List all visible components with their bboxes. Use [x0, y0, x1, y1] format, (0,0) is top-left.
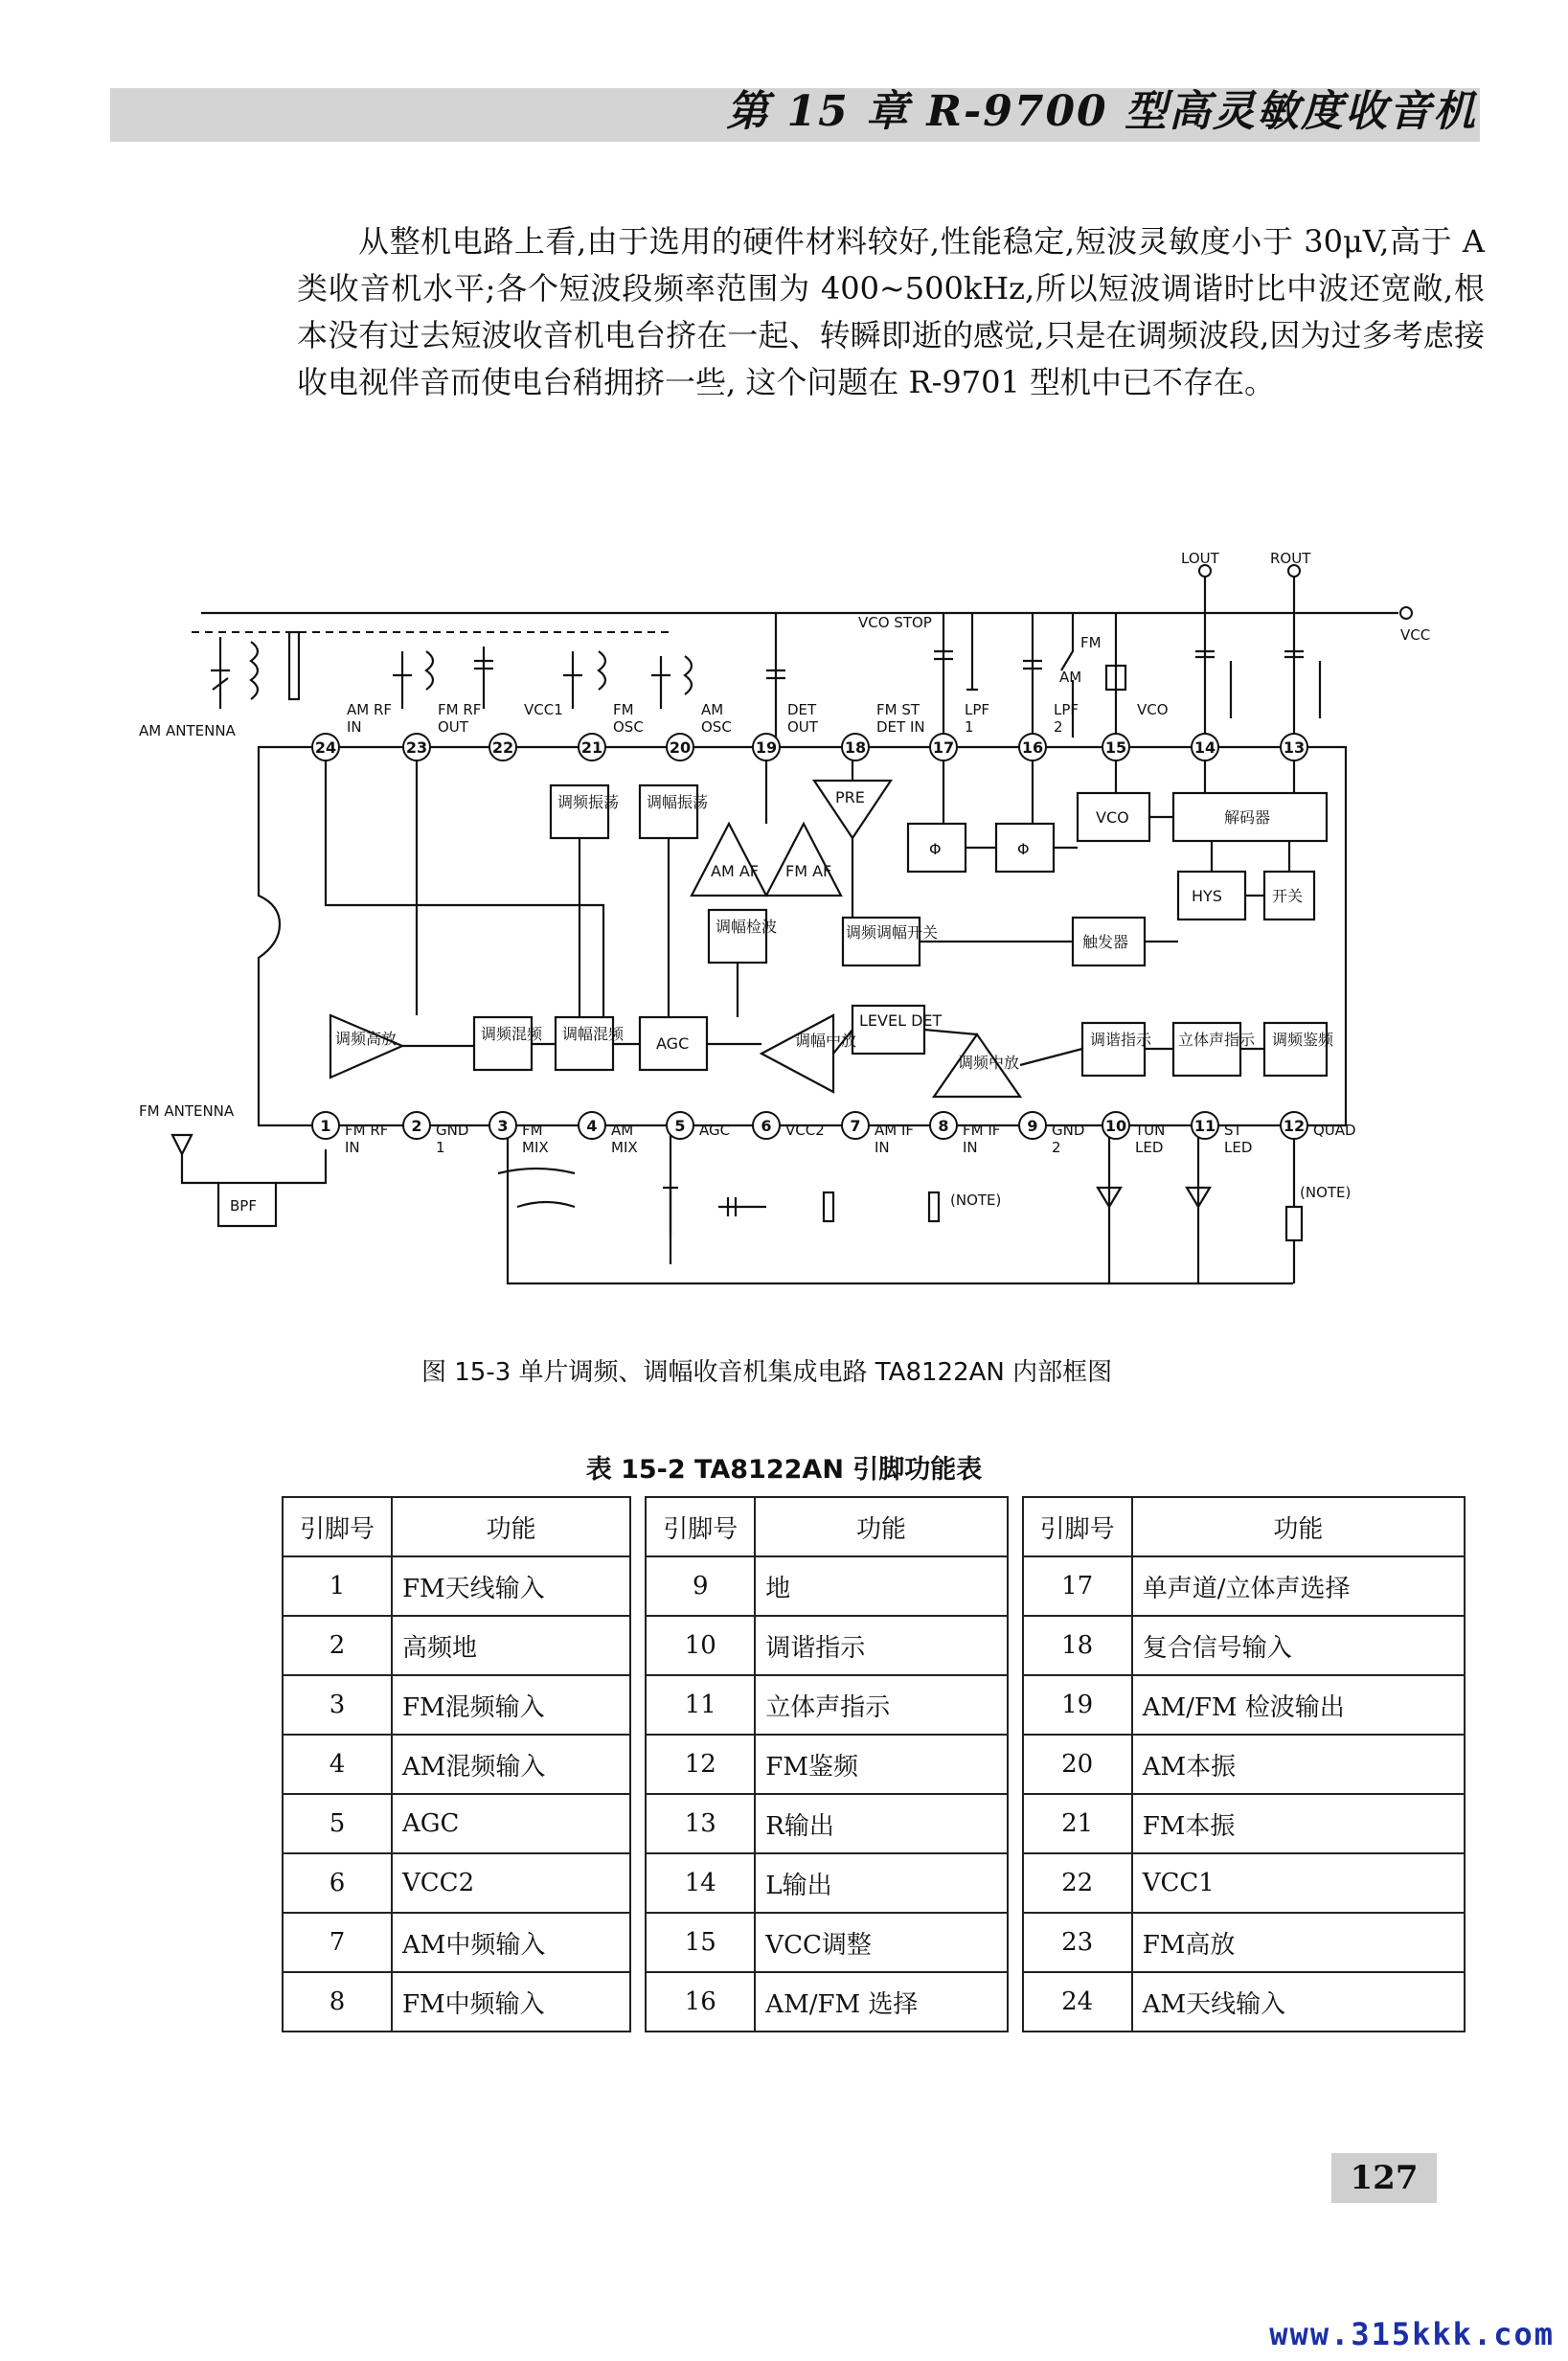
pin-function-cell: AM天线输入	[1132, 1972, 1465, 2032]
table-row	[283, 1675, 1465, 1735]
top-pin-row	[312, 701, 1307, 761]
bottom-pin-label: FM IF IN	[963, 1122, 1001, 1156]
block-fm-af	[766, 824, 841, 896]
bottom-pin-number: 8	[938, 1117, 949, 1135]
block-switch-label: 开关	[1272, 887, 1304, 905]
top-pin-number: 20	[669, 738, 692, 757]
pin-number-cell: 3	[283, 1675, 392, 1735]
block-am-mixer-label: 调幅混频	[562, 1025, 625, 1043]
top-pin-label: LPF 1	[965, 701, 990, 736]
pin-function-cell: 单声道/立体声选择	[1132, 1556, 1465, 1616]
col-pin-header: 引脚号	[1023, 1497, 1132, 1556]
pin-function-cell: FM天线输入	[392, 1556, 630, 1616]
pin-function-cell: AGC	[392, 1794, 630, 1853]
pin-number-cell: 23	[1023, 1913, 1132, 1972]
column-gap	[630, 1972, 646, 2032]
bottom-pin-number: 1	[320, 1117, 331, 1135]
col-func-header: 功能	[1132, 1497, 1465, 1556]
col-pin-header: 引脚号	[283, 1497, 392, 1556]
bottom-pin-label: AM IF IN	[875, 1122, 915, 1156]
block-am-if-label: 调幅中放	[795, 1032, 857, 1050]
top-pin-number: 23	[405, 738, 428, 757]
block-fm-osc-label: 调频振荡	[557, 793, 620, 811]
top-external-components	[211, 613, 1320, 738]
block-st-ind-label: 立体声指示	[1178, 1031, 1256, 1049]
pin-function-cell: 复合信号输入	[1132, 1616, 1465, 1675]
top-pin-number: 24	[314, 738, 337, 757]
block-tun-ind-label: 调谐指示	[1090, 1031, 1152, 1049]
column-gap	[630, 1616, 646, 1675]
col-func-header: 功能	[755, 1497, 1007, 1556]
bottom-pin-number: 6	[761, 1117, 772, 1135]
pin-number-cell: 22	[1023, 1853, 1132, 1913]
pin-number-cell: 18	[1023, 1616, 1132, 1675]
vcc-label: VCC	[1400, 626, 1431, 644]
top-pin-label: DET OUT	[787, 701, 818, 736]
top-pin-label: LPF 2	[1054, 701, 1079, 736]
table-row	[283, 1794, 1465, 1853]
column-gap	[1008, 1913, 1023, 1972]
vco-stop-label: VCO STOP	[858, 614, 932, 631]
block-fm-af-label: FM AF	[785, 862, 832, 880]
block-phi-2-label: Φ	[1017, 840, 1030, 858]
pin-function-cell: AM中频输入	[392, 1913, 630, 1972]
body-paragraph: 从整机电路上看,由于选用的硬件材料较好,性能稳定,短波灵敏度小于 30μV,高于 A 类收音机水平;各个短波段频率范围为 400~500kHz,所以短波调谐时比中波还宽敞,根本没有过去短波收音机电台挤在一起、转瞬即逝的感觉,只是在调频波段,因为过多考虑接收电视伴音而使电台稍拥挤一些, 这个问题在 R-9701 型机中已不存在。	[297, 223, 1485, 400]
pin-number-cell: 10	[646, 1616, 755, 1675]
pin-number-cell: 6	[283, 1853, 392, 1913]
am-switch-label: AM	[1059, 669, 1082, 686]
bottom-pin-label: FM RF IN	[345, 1122, 389, 1156]
top-pin-number: 13	[1283, 738, 1306, 757]
block-level-det-label: LEVEL DET	[859, 1011, 943, 1030]
pin-function-cell: VCC调整	[755, 1913, 1007, 1972]
table-row	[283, 1913, 1465, 1972]
top-pin-number: 22	[491, 738, 514, 757]
pin-number-cell: 16	[646, 1972, 755, 2032]
block-fm-rf-amp-label: 调频高放	[335, 1030, 398, 1048]
vcc-terminal	[1400, 607, 1412, 619]
pin-number-cell: 7	[283, 1913, 392, 1972]
pin-function-cell: AM混频输入	[392, 1735, 630, 1794]
block-decoder-label: 解码器	[1224, 808, 1271, 827]
pin-function-cell: AM本振	[1132, 1735, 1465, 1794]
block-trigger-label: 触发器	[1082, 933, 1129, 951]
am-antenna-label: AM ANTENNA	[139, 722, 236, 739]
table-row	[283, 1616, 1465, 1675]
top-pin-number: 21	[580, 738, 603, 757]
pin-function-cell: R输出	[755, 1794, 1007, 1853]
pin-function-cell: FM混频输入	[392, 1675, 630, 1735]
pin-function-cell: 地	[755, 1556, 1007, 1616]
col-func-header: 功能	[392, 1497, 630, 1556]
chapter-title: 第 15 章 R-9700 型高灵敏度收音机	[726, 87, 1477, 136]
pin-number-cell: 9	[646, 1556, 755, 1616]
pin-function-cell: FM本振	[1132, 1794, 1465, 1853]
top-pin-label: AM OSC	[701, 701, 732, 736]
column-gap	[1008, 1735, 1023, 1794]
top-pin-label: VCC1	[524, 701, 563, 718]
pin-number-cell: 11	[646, 1675, 755, 1735]
fm-antenna-label: FM ANTENNA	[139, 1102, 235, 1120]
table-title: 表 15-2 TA8122AN 引脚功能表	[585, 1455, 983, 1485]
bottom-pin-number: 3	[497, 1117, 509, 1135]
pin-number-cell: 13	[646, 1794, 755, 1853]
column-gap	[630, 1735, 646, 1794]
pin-number-cell: 8	[283, 1972, 392, 2032]
note-label-2: (NOTE)	[1300, 1184, 1352, 1201]
column-gap	[630, 1913, 646, 1972]
internal-blocks	[330, 781, 1334, 1097]
table-row	[283, 1556, 1465, 1616]
column-gap	[1008, 1675, 1023, 1735]
pin-number-cell: 1	[283, 1556, 392, 1616]
pin-function-cell: 调谐指示	[755, 1616, 1007, 1675]
top-pin-label: FM RF OUT	[438, 701, 482, 736]
table-header-row	[283, 1497, 1465, 1556]
column-gap	[1008, 1556, 1023, 1616]
bottom-pin-number: 11	[1193, 1117, 1216, 1135]
bottom-pin-number: 10	[1104, 1117, 1127, 1135]
bottom-pin-label: TUN LED	[1135, 1122, 1166, 1156]
column-gap	[630, 1794, 646, 1853]
pin-number-cell: 24	[1023, 1972, 1132, 2032]
bpf-label: BPF	[230, 1197, 257, 1215]
column-gap	[630, 1675, 646, 1735]
top-pin-label: FM ST DET IN	[876, 701, 925, 736]
top-pin-label: VCO	[1137, 701, 1169, 718]
col-pin-header: 引脚号	[646, 1497, 755, 1556]
bottom-pin-number: 5	[674, 1117, 686, 1135]
bottom-pin-label: GND 1	[436, 1122, 469, 1156]
pin-number-cell: 17	[1023, 1556, 1132, 1616]
column-gap	[630, 1556, 646, 1616]
bottom-pin-number: 4	[586, 1117, 598, 1135]
top-pin-number: 15	[1104, 738, 1127, 757]
table-row	[283, 1972, 1465, 2032]
bottom-pin-label: ST LED	[1224, 1122, 1253, 1156]
pin-number-cell: 2	[283, 1616, 392, 1675]
block-agc-label: AGC	[656, 1034, 690, 1053]
pin-number-cell: 15	[646, 1913, 755, 1972]
figure-caption: 图 15-3 单片调频、调幅收音机集成电路 TA8122AN 内部框图	[421, 1358, 1113, 1387]
pin-function-cell: AM/FM 选择	[755, 1972, 1007, 2032]
pin-number-cell: 20	[1023, 1735, 1132, 1794]
top-pin-label: AM RF IN	[347, 701, 393, 736]
block-am-if	[761, 1015, 833, 1092]
bottom-pin-number: 2	[411, 1117, 422, 1135]
top-pin-number: 19	[755, 738, 778, 757]
column-gap	[1008, 1616, 1023, 1675]
pin-function-cell: L输出	[755, 1853, 1007, 1913]
pin-function-cell: AM/FM 检波输出	[1132, 1675, 1465, 1735]
bottom-pin-row	[312, 1112, 1356, 1156]
bottom-pin-label: QUAD	[1313, 1122, 1356, 1139]
note-label-1: (NOTE)	[950, 1192, 1002, 1209]
fm-switch-label: FM	[1080, 634, 1102, 651]
bottom-pin-number: 9	[1027, 1117, 1038, 1135]
bottom-pin-label: AGC	[699, 1122, 731, 1139]
pin-number-cell: 5	[283, 1794, 392, 1853]
column-gap	[1008, 1853, 1023, 1913]
column-gap	[1008, 1972, 1023, 2032]
pin-function-cell: 立体声指示	[755, 1675, 1007, 1735]
bottom-pin-label: AM MIX	[611, 1122, 638, 1156]
ic-outline	[259, 747, 1346, 1125]
pin-function-cell: VCC2	[392, 1853, 630, 1913]
pin-number-cell: 12	[646, 1735, 755, 1794]
pin-function-cell: FM鉴频	[755, 1735, 1007, 1794]
block-am-af-label: AM AF	[711, 862, 759, 880]
lout-label: LOUT	[1181, 550, 1219, 567]
page-number: 127	[1331, 2153, 1437, 2203]
block-fmam-switch-label: 调频调幅开关	[846, 923, 939, 942]
column-gap	[1008, 1794, 1023, 1853]
block-fm-if-label: 调频中放	[958, 1054, 1020, 1072]
block-am-det-label: 调幅检波	[716, 918, 778, 936]
pin-function-cell: VCC1	[1132, 1853, 1465, 1913]
table-row	[283, 1735, 1465, 1794]
pin-number-cell: 19	[1023, 1675, 1132, 1735]
rout-label: ROUT	[1270, 550, 1311, 567]
block-fm-disc-label: 调频鉴频	[1272, 1031, 1334, 1049]
block-am-af	[692, 824, 766, 896]
site-watermark: www.315kkk.com	[1269, 2316, 1555, 2352]
pin-number-cell: 4	[283, 1735, 392, 1794]
pin-function-table	[282, 1496, 1466, 2032]
block-pre-label: PRE	[835, 788, 865, 806]
pin-function-cell: FM中频输入	[392, 1972, 630, 2032]
pin-number-cell: 14	[646, 1853, 755, 1913]
block-am-osc-label: 调幅振荡	[647, 793, 709, 811]
bottom-pin-label: VCC2	[785, 1122, 825, 1139]
top-pin-label: FM OSC	[613, 701, 644, 736]
pin-function-cell: FM高放	[1132, 1913, 1465, 1972]
table-row	[283, 1853, 1465, 1913]
top-pin-number: 16	[1021, 738, 1044, 757]
top-pin-number: 18	[844, 738, 867, 757]
fm-antenna-icon	[172, 1135, 218, 1183]
column-gap	[630, 1497, 646, 1556]
bottom-pin-label: FM MIX	[522, 1122, 549, 1156]
block-vco-label: VCO	[1096, 808, 1129, 827]
block-phi-1-label: Φ	[929, 840, 942, 858]
block-hys-label: HYS	[1192, 887, 1222, 905]
pin-function-cell: 高频地	[392, 1616, 630, 1675]
pin-number-cell: 21	[1023, 1794, 1132, 1853]
block-fm-mixer-label: 调频混频	[481, 1025, 543, 1043]
bottom-pin-label: GND 2	[1052, 1122, 1085, 1156]
top-pin-number: 17	[932, 738, 955, 757]
column-gap	[630, 1853, 646, 1913]
column-gap	[1008, 1497, 1023, 1556]
top-pin-number: 14	[1193, 738, 1216, 757]
bottom-pin-number: 12	[1283, 1117, 1306, 1135]
bottom-pin-number: 7	[850, 1117, 861, 1135]
